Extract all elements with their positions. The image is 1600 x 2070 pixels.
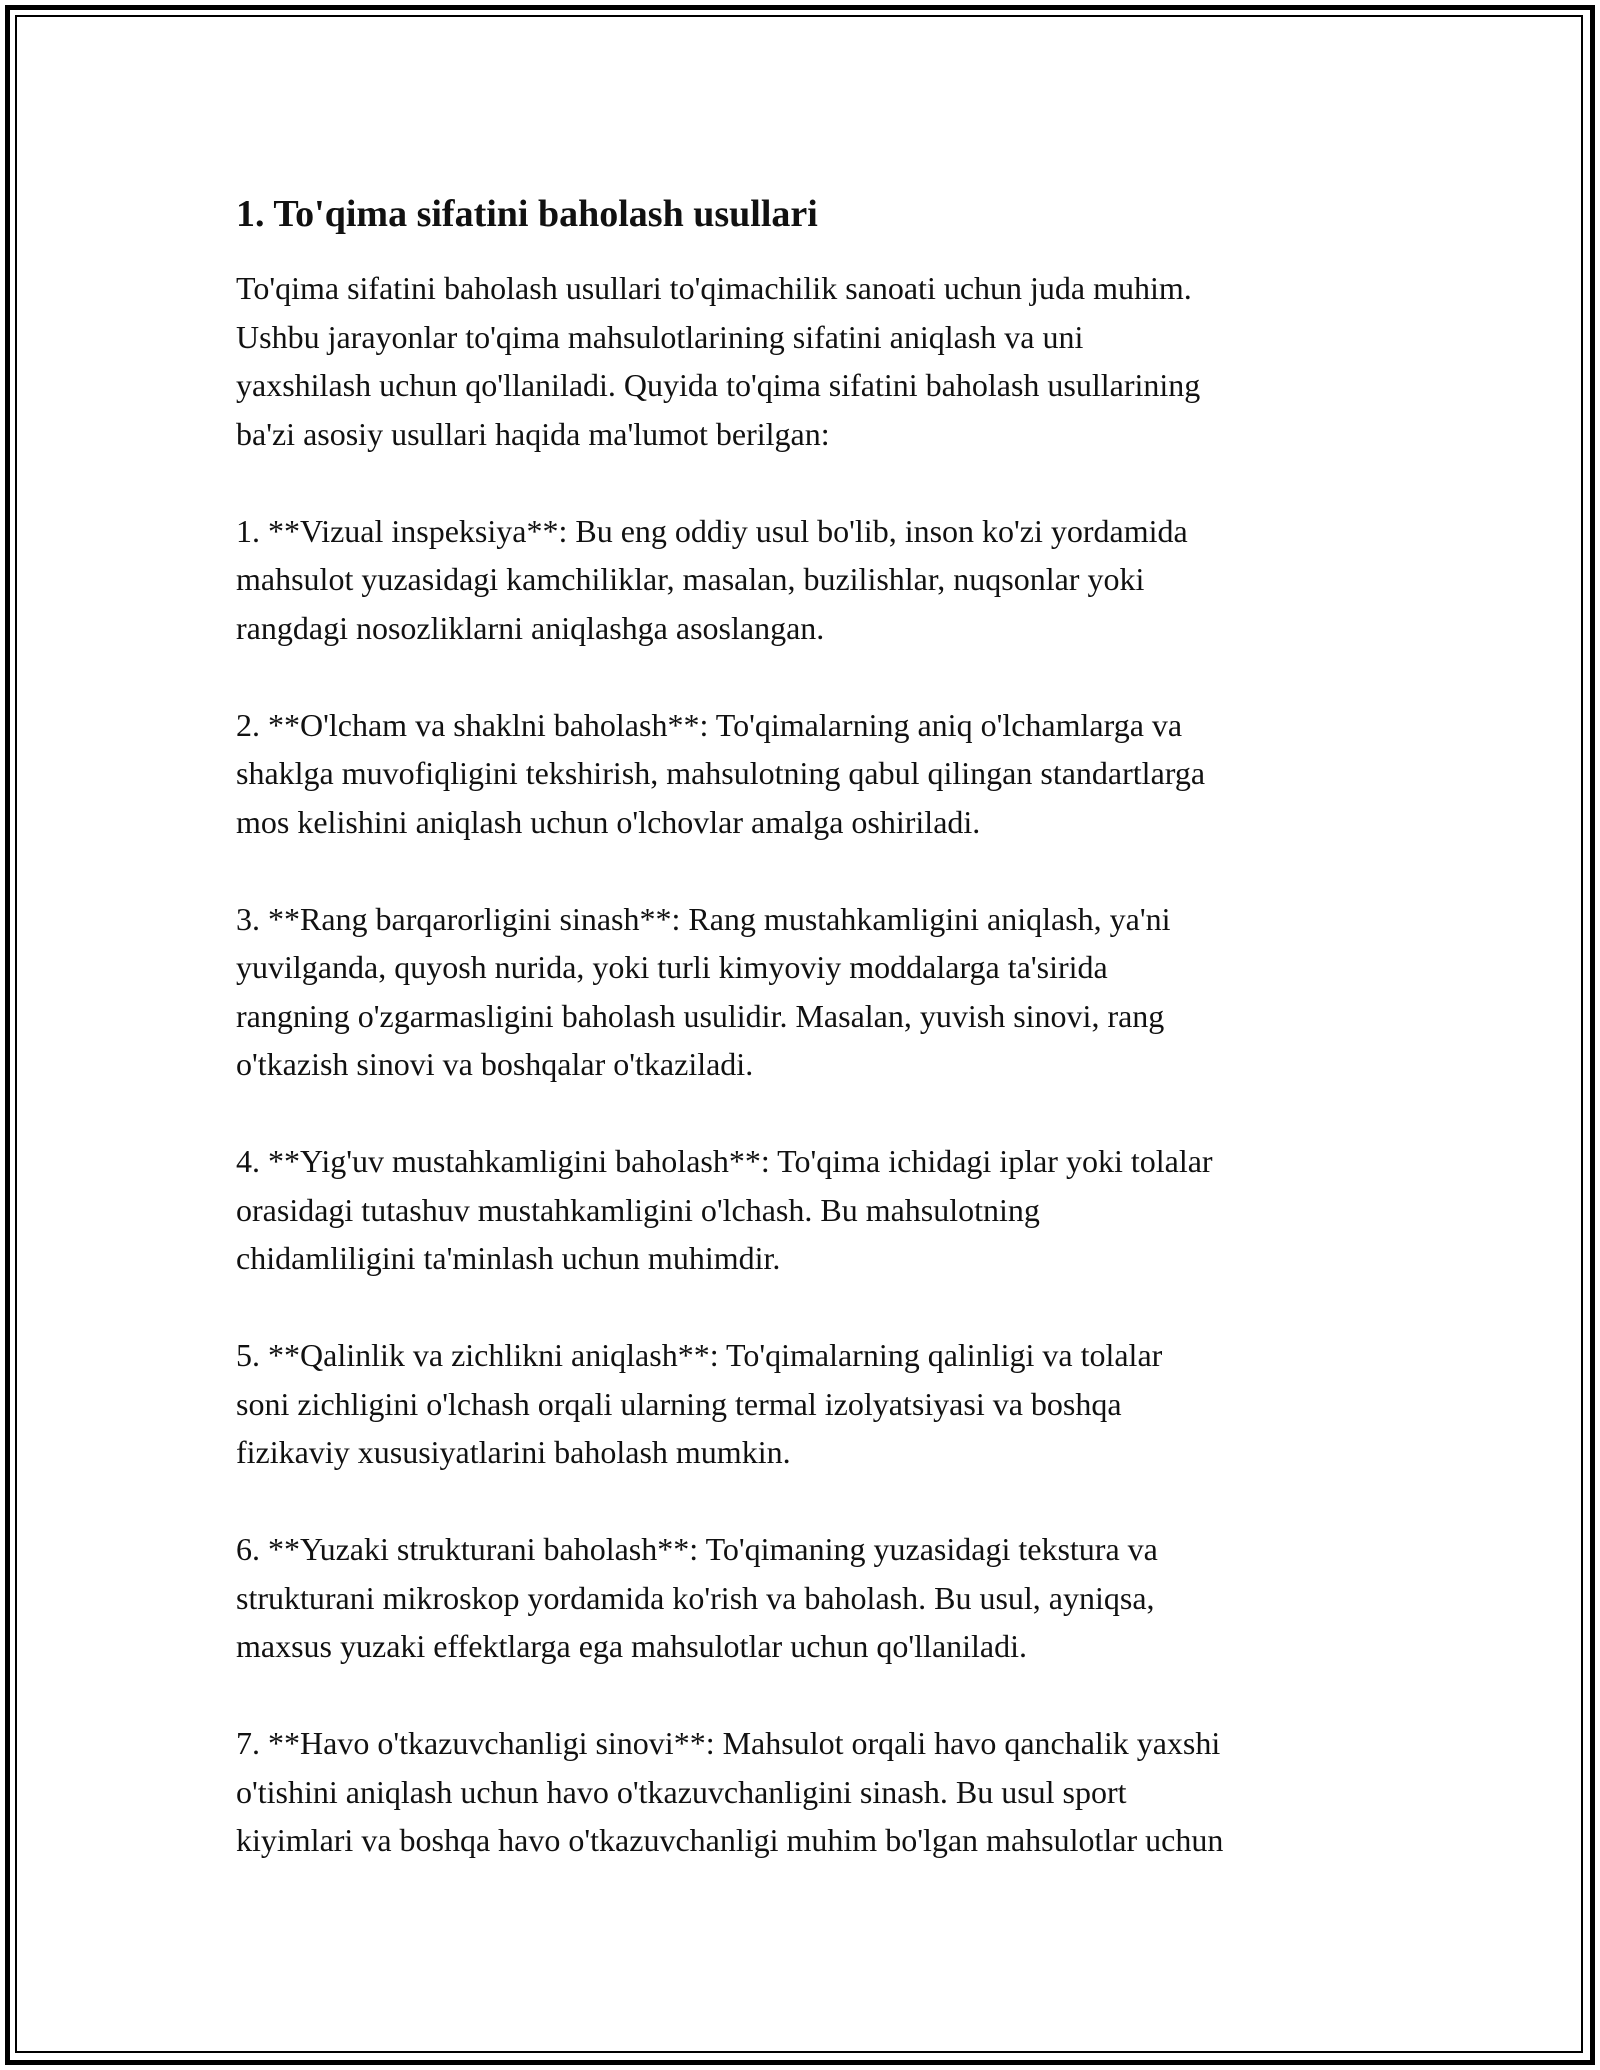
document-body	[236, 186, 1386, 1865]
method-color-fastness: 3. **Rang barqarorligini sinash**: Rang mustahkamligini aniqlash, ya'ni yuvilganda, quyosh nurida, yoki turli kimyoviy moddalarga ta'sirida rangning o'zgarmasligini baholash usulidir. Masalan, yuvish sinovi, rang o'tkazish sinovi va boshqalar o'tkaziladi.	[236, 900, 1171, 1082]
method-seam-strength: 4. **Yig'uv mustahkamligini baholash**: To'qima ichidagi iplar yoki tolalar orasidagi tutashuv mustahkamligini o'lchash. Bu mahsulotning chidamliligini ta'minlash uchun muhimdir.	[236, 1143, 1213, 1276]
section-heading: 1. To'qima sifatini baholash usullari	[236, 193, 818, 235]
method-visual-inspection: 1. **Vizual inspeksiya**: Bu eng oddiy usul bo'lib, inson ko'zi yordamida mahsulot yuzasidagi kamchiliklar, masalan, buzilishlar, nuqsonlar yoki rangdagi nosozliklarni aniqlashga asoslangan.	[236, 512, 1188, 646]
method-air-permeability: 7. **Havo o'tkazuvchanligi sinovi**: Mahsulot orqali havo qanchalik yaxshi o'tishini aniqlash uchun havo o'tkazuvchanligini sinash. Bu usul sport kiyimlari va boshqa havo o'tkazuvchanligi muhim bo'lgan mahsulotlar uchun	[236, 1725, 1224, 1858]
method-size-shape: 2. **O'lcham va shaklni baholash**: To'qimalarning aniq o'lchamlarga va shaklga muvofiqligini tekshirish, mahsulotning qabul qilingan standartlarga mos kelishini aniqlash uchun o'lchovlar amalga oshiriladi.	[236, 706, 1206, 840]
method-thickness-density: 5. **Qalinlik va zichlikni aniqlash**: To'qimalarning qalinligi va tolalar soni zichligini o'lchash orqali ularning termal izolyatsiyasi va boshqa fizikaviy xususiyatlarini baholash mumkin.	[236, 1337, 1163, 1470]
method-surface-structure: 6. **Yuzaki strukturani baholash**: To'qimaning yuzasidagi tekstura va strukturani mikroskop yordamida ko'rish va baholash. Bu usul, ayniqsa, maxsus yuzaki effektlarga ega mahsulotlar uchun qo'llaniladi.	[236, 1531, 1158, 1664]
intro-paragraph: To'qima sifatini baholash usullari to'qimachilik sanoati uchun juda muhim. Ushbu jarayonlar to'qima mahsulotlarining sifatini aniqlash va uni yaxshilash uchun qo'llaniladi. Quyida to'qima sifatini baholash usullarining ba'zi asosiy usullari haqida ma'lumot berilgan:	[236, 270, 1201, 452]
